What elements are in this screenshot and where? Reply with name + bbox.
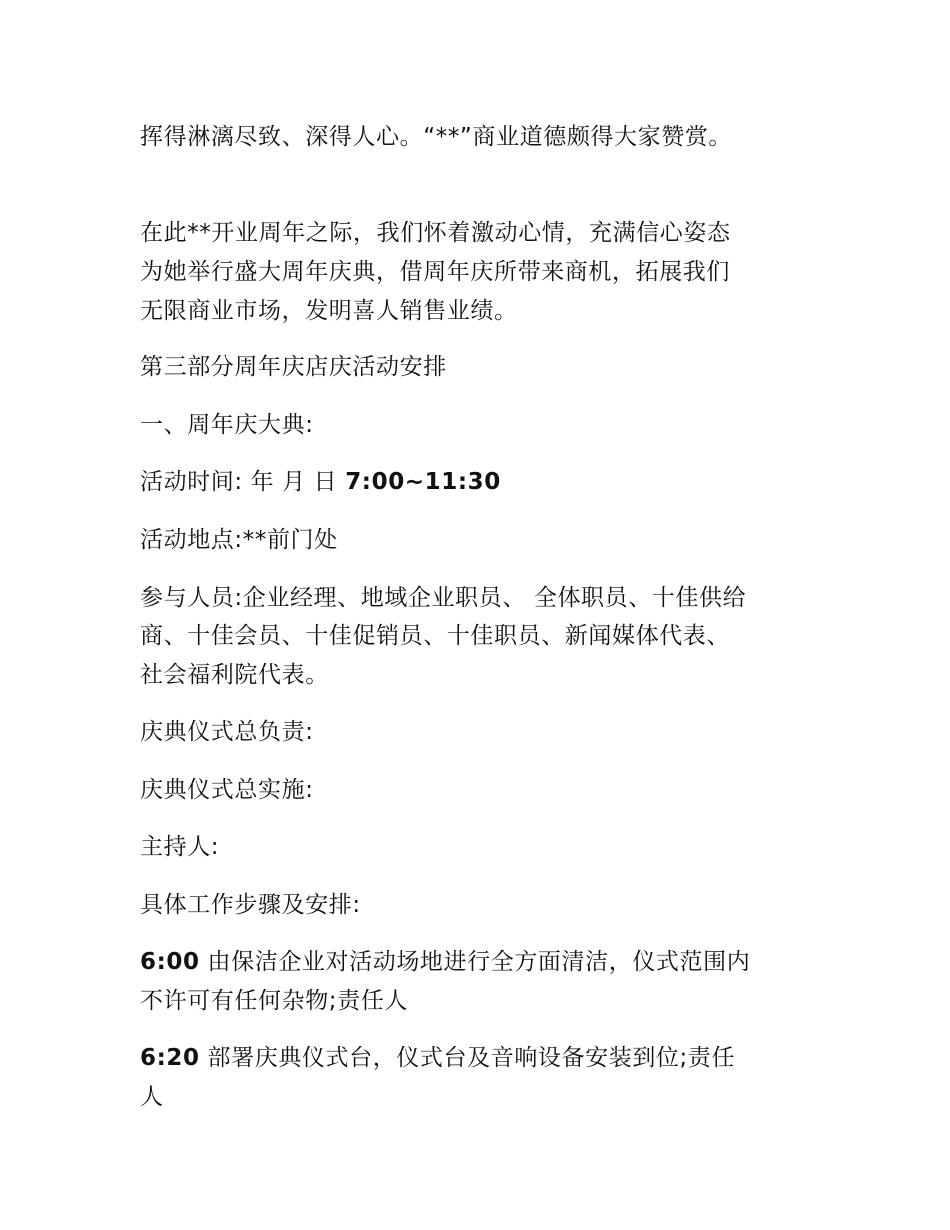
line-text: 一、周年庆大典: [140,412,314,438]
paragraph-line [140,291,518,331]
line-text: 活动时间: 年 月 日 [140,469,346,495]
paragraph-line [140,578,746,618]
line-text: 参与人员:企业经理、地域企业职员、 全体职员、十佳供给 [140,585,747,611]
line-text: 挥得淋漓尽致、深得人心。“**”商业道德颇得大家赞赏。 [140,124,733,150]
line-text: 人 [140,1084,164,1110]
paragraph-line [140,213,731,253]
activity-time [140,462,501,502]
schedule-item [140,1038,735,1078]
line-text: 主持人: [140,834,220,860]
schedule-time: 6:00 [140,949,200,975]
line-text: 由保洁企业对活动场地进行全方面清洁，仪式范围内 [199,949,751,975]
paragraph-line [140,827,219,867]
paragraph-line [140,885,361,925]
line-text: 商、十佳会员、十佳促销员、十佳职员、新闻媒体代表、 [140,623,730,649]
paragraph-line [140,117,732,157]
line-text: 在此**开业周年之际，我们怀着激动心情，充满信心姿态 [140,220,731,246]
line-text: 无限商业市场，发明喜人销售业绩。 [140,298,518,324]
schedule-item [140,942,750,982]
paragraph-line [140,1077,164,1117]
paragraph-line [140,616,730,656]
line-text: 社会福利院代表。 [140,662,329,688]
paragraph-line [140,981,408,1021]
line-text: 庆典仪式总负责: [140,719,314,745]
line-text: 不许可有任何杂物;责任人 [140,988,408,1014]
section-heading [140,347,447,387]
line-text: 为她举行盛大周年庆典，借周年庆所带来商机，拓展我们 [140,259,730,285]
schedule-time: 6:20 [140,1045,200,1071]
line-text: 具体工作步骤及安排: [140,892,361,918]
paragraph-line [140,252,730,292]
line-text: 部署庆典仪式台，仪式台及音响设备安装到位;责任 [199,1045,736,1071]
paragraph-line [140,655,329,695]
subsection-heading [140,405,314,445]
paragraph-line [140,770,314,810]
line-text: 第三部分周年庆店庆活动安排 [140,354,447,380]
line-text: 活动地点:**前门处 [140,527,338,553]
line-text: 庆典仪式总实施: [140,777,314,803]
paragraph-line [140,712,314,752]
activity-location [140,520,338,560]
time-range: 7:00~11:30 [345,469,501,495]
